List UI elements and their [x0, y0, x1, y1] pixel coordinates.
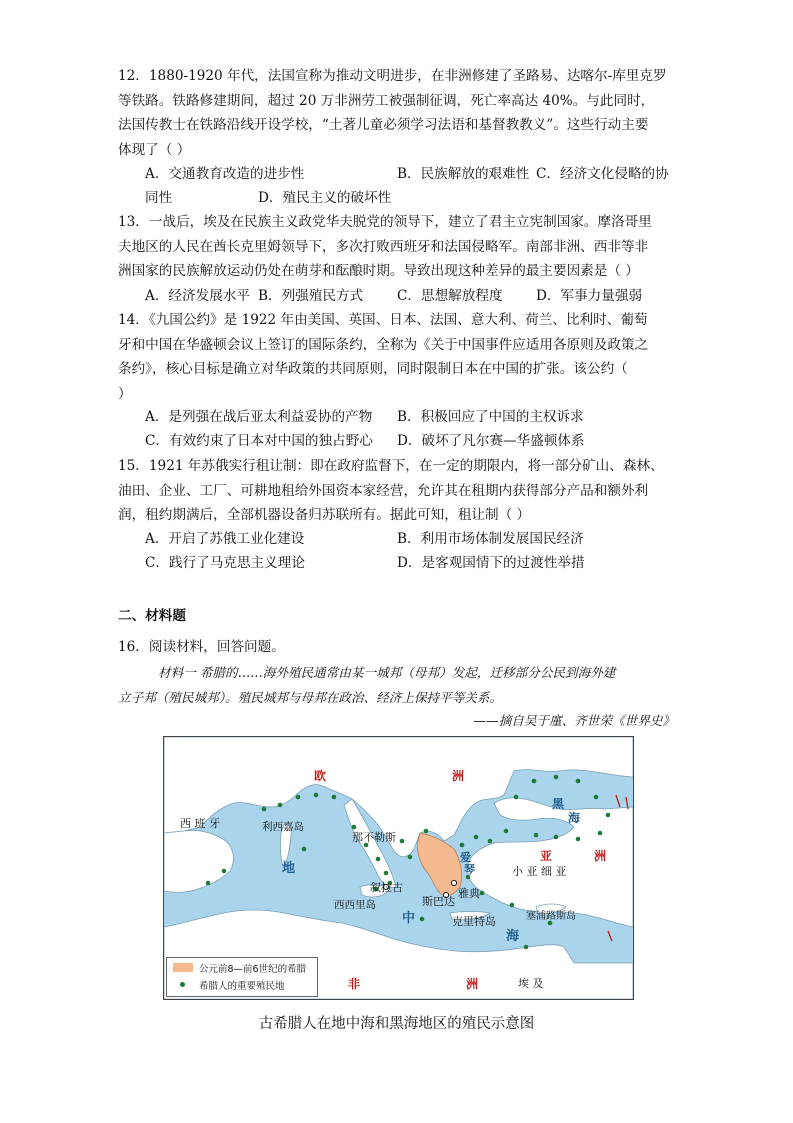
legend-greece-swatch [173, 963, 193, 972]
q12-option-a[interactable]: A．交通教育改造的进步性 [145, 166, 305, 182]
q12-option-d[interactable]: D．殖民主义的破坏性 [258, 190, 392, 206]
q13-line: 夫地区的人民在酋长克里姆领导下，多次打败西班牙和法国侵略军。南部非洲、西非等非 [118, 238, 649, 255]
label-black-2: 海 [568, 811, 581, 825]
label-sicily: 西西里岛 [334, 899, 376, 911]
q12-line: 体现了（ ） [118, 141, 191, 158]
q14-option-c[interactable]: C．有效约束了日本对中国的独占野心 [145, 433, 373, 449]
label-naples: 那不勒斯 [352, 831, 396, 844]
material-line: 立子邦（殖民城邦）。殖民城邦与母邦在政治、经济上保持平等关系。 [118, 690, 503, 705]
question-12-stem [118, 64, 678, 162]
q14-option-d[interactable]: D．破坏了凡尔赛—华盛顿体系 [397, 433, 585, 449]
label-di: 地 [282, 861, 296, 876]
label-sparta: 斯巴达 [422, 895, 455, 908]
q12-option-b[interactable]: B．民族解放的艰难性 [397, 166, 530, 182]
label-europe-2: 洲 [452, 769, 465, 783]
label-athens: 雅典 [458, 887, 480, 900]
label-asia-minor: 小 亚 细 亚 [512, 865, 567, 878]
q15-option-b[interactable]: B．利用市场体制发展国民经济 [397, 531, 584, 547]
label-syracuse: 叙拉古 [370, 881, 403, 894]
label-zhong: 中 [402, 911, 416, 926]
material-source: ——摘自吴于廑、齐世荣《世界史》 [473, 713, 675, 728]
q12-option-c[interactable]: C．经济文化侵略的协 [536, 166, 669, 182]
label-crete: 克里特岛 [452, 915, 496, 928]
q15-option-a[interactable]: A．开启了苏俄工业化建设 [145, 531, 305, 547]
label-black-1: 黑 [552, 797, 565, 811]
section-title: 二、材料题 [118, 608, 186, 624]
label-asia-1: 亚 [540, 849, 553, 863]
legend-greece-label: 公元前8—前6世纪的希腊 [199, 964, 307, 975]
label-qin: 琴 [464, 863, 475, 876]
question-13-stem [118, 210, 678, 284]
legend-colony-dot [180, 982, 185, 987]
material-one [118, 660, 678, 710]
label-africa-1: 非 [348, 977, 361, 991]
colonization-map [163, 736, 634, 1000]
label-liguria: 利西嘉岛 [262, 821, 304, 833]
q14-option-b[interactable]: B．积极回应了中国的主权诉求 [397, 409, 584, 425]
q12-line: 等铁路。铁路修建期间，超过 20 万非洲劳工被强制征调，死亡率高达 40%。与此同时， [118, 92, 655, 109]
label-asia-2: 洲 [594, 849, 607, 863]
q14-line: ） [118, 385, 132, 402]
label-hai: 海 [506, 929, 520, 944]
q15-option-c[interactable]: C．践行了马克思主义理论 [145, 555, 305, 571]
q14-line: 条约》，核心目标是确立对华政策的共同原则，同时限制日本在中国的扩张。该公约（ [118, 361, 628, 377]
map-caption: 古希腊人在地中海和黑海地区的殖民示意图 [258, 1016, 535, 1032]
q12-line: 12．1880-1920 年代，法国宣称为推动文明进步，在非洲修建了圣路易、达喀尔-库里克罗 [118, 68, 667, 84]
q15-option-d[interactable]: D．是客观国情下的过渡性举措 [397, 555, 585, 571]
q13-option-d[interactable]: D．军事力量强弱 [536, 288, 643, 304]
label-europe-1: 欧 [314, 769, 327, 783]
q13-line: 13．一战后，埃及在民族主义政党华夫脱党的领导下，建立了君主立宪制国家。摩洛哥里 [118, 214, 652, 230]
legend-colony-label: 希腊人的重要殖民地 [199, 981, 285, 992]
q14-line: 牙和中国在华盛顿会议上签订的国际条约，全称为《关于中国事件应适用各原则及政策之 [118, 336, 649, 353]
label-cyprus: 塞浦路斯岛 [526, 911, 576, 922]
q15-line: 油田、企业、工厂、可耕地租给外国资本家经营，允许其在租期内获得部分产品和额外利 [118, 482, 649, 499]
label-egypt: 埃 及 [518, 977, 544, 990]
q14-option-a[interactable]: A．是列强在战后亚太利益妥协的产物 [145, 409, 373, 425]
q13-option-c[interactable]: C．思想解放程度 [397, 288, 503, 304]
q14-line: 14．《九国公约》是 1922 年由美国、英国、日本、法国、意大利、荷兰、比利时、葡萄 [118, 312, 648, 328]
q12-line: 法国传教士在铁路沿线开设学校，“土著儿童必须学习法语和基督教教义”。这些行动主要 [118, 117, 649, 133]
q15-line: 15．1921 年苏俄实行租让制：即在政府监督下，在一定的期限内，将一部分矿山、森林、 [118, 458, 664, 474]
label-ai: 爱 [460, 851, 471, 864]
q13-option-b[interactable]: B．列强殖民方式 [258, 288, 364, 304]
q15-line: 润，租约期满后，全部机器设备归苏联所有。据此可知，租让制（ ） [118, 507, 531, 523]
q13-option-a[interactable]: A．经济发展水平 [145, 288, 250, 304]
material-line: 材料一 希腊的……海外殖民通常由某一城邦（母邦）发起，迁移部分公民到海外建 [158, 665, 616, 680]
q12-option-c-continued: 同性 [145, 190, 173, 206]
question-15-stem [118, 454, 678, 528]
question-14-stem [118, 308, 678, 406]
label-spain: 西 班 牙 [180, 817, 220, 830]
question-16-prompt: 16．阅读材料，回答问题。 [118, 639, 285, 655]
label-africa-2: 洲 [466, 977, 479, 991]
q13-line: 洲国家的民族解放运动仍处在萌芽和酝酿时期。导致出现这种差异的最主要因素是（ ） [118, 263, 639, 279]
map-legend [166, 957, 318, 997]
